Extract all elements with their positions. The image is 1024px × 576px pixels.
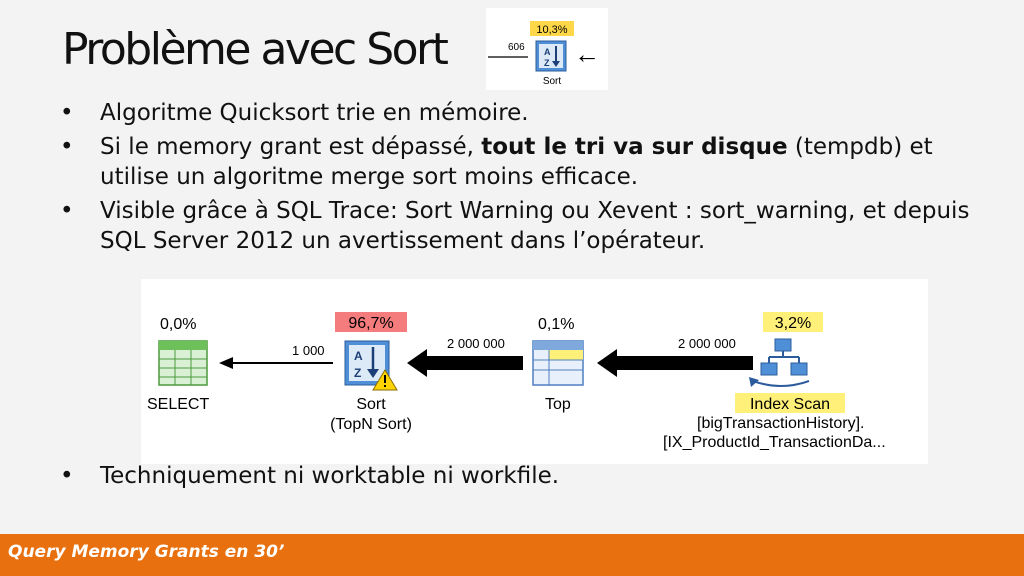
bullet-item [58, 461, 958, 491]
arrow-top-to-sort [407, 349, 523, 377]
arrow-sort-to-select [219, 357, 333, 369]
svg-text:Z: Z [544, 58, 550, 68]
scan-object-line1: [bigTransactionHistory]. [697, 415, 865, 432]
bullet-dot: • [60, 100, 74, 126]
scan-label: Index Scan [749, 396, 831, 413]
sort-cost: 96,7% [348, 315, 394, 332]
rows-scan-top: 2 000 000 [678, 336, 736, 351]
select-icon [159, 341, 207, 385]
bullet-text: Algoritme Quicksort trie en mémoire. [100, 100, 529, 126]
top-cost: 0,1% [538, 316, 575, 333]
top-icon [533, 341, 583, 385]
mini-sort-icon [536, 41, 566, 71]
execution-plan-image [141, 279, 928, 464]
bullet-text: Techniquement ni worktable ni workfile. [100, 463, 560, 489]
bullet-list [58, 98, 998, 260]
rows-top-sort: 2 000 000 [447, 336, 505, 351]
rows-sort-select: 1 000 [292, 343, 325, 358]
bullet-item [58, 196, 998, 256]
svg-text:A: A [544, 47, 551, 57]
bullet-item [58, 98, 998, 128]
footer-text: Query Memory Grants en 30’ [8, 542, 285, 562]
bullet-text: Visible grâce à SQL Trace: Sort Warning ou Xevent : sort_warning, et depuis SQL Server 2012 un avertissement dans l’opérateur. [100, 198, 970, 254]
select-cost: 0,0% [160, 316, 197, 333]
scan-cost: 3,2% [774, 315, 812, 332]
scan-object-line2: [IX_ProductId_TransactionDa... [663, 434, 886, 451]
bullet-text-before: Si le memory grant est dépassé, [100, 134, 482, 160]
mini-sort-label: Sort [542, 76, 562, 87]
arrow-scan-to-top [597, 349, 753, 377]
mini-pointer-arrow-icon: ← [574, 39, 600, 69]
footer-bar [0, 534, 1024, 576]
bullet-dot: • [60, 463, 74, 489]
mini-cost-label: 10,3% [536, 24, 568, 36]
bullet-dot: • [60, 198, 74, 224]
sort-sublabel: (TopN Sort) [330, 416, 412, 433]
bullet-item [58, 132, 998, 192]
index-scan-icon [749, 339, 809, 387]
bullet-dot: • [60, 134, 74, 160]
sort-label: Sort [356, 396, 386, 413]
bullet-list-bottom [58, 461, 958, 491]
svg-text:Z: Z [354, 366, 362, 380]
mini-rows-label: 606 [508, 42, 525, 53]
select-label: SELECT [147, 396, 210, 413]
bullet-bold-text: tout le tri va sur disque [481, 134, 788, 160]
top-label: Top [545, 396, 571, 413]
mini-sort-plan [486, 8, 608, 90]
bullet-text-after: (tempdb) et utilise un algoritme merge sort moins efficace. [100, 134, 933, 190]
svg-text:A: A [354, 349, 363, 363]
slide-title: Problème avec Sort [62, 24, 447, 75]
